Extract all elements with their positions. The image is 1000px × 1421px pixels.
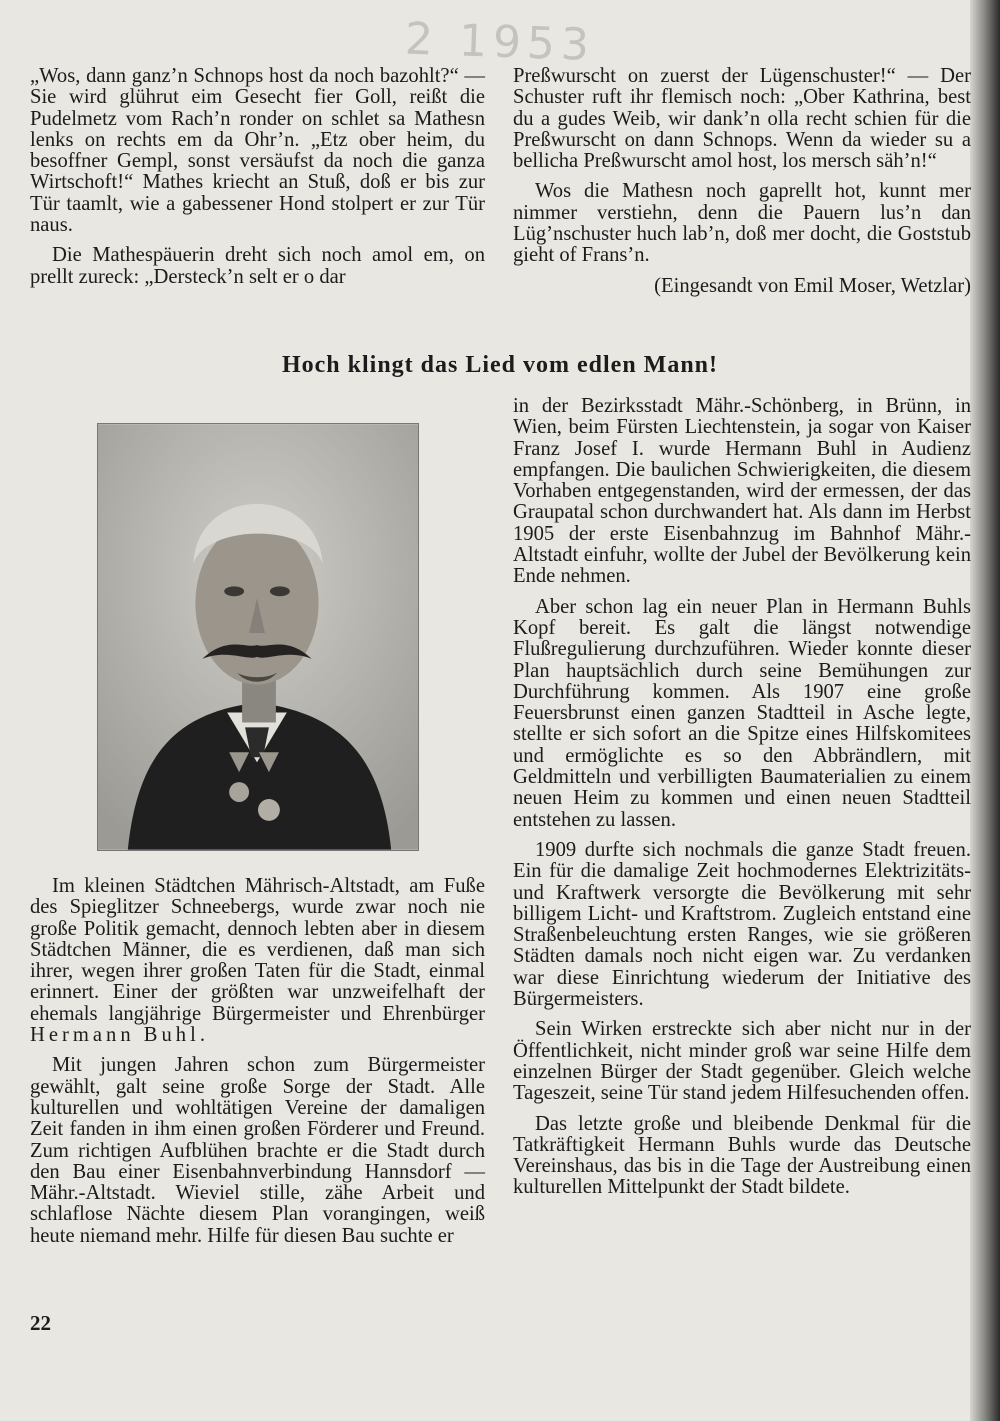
paragraph: Sein Wirken erstreckte sich aber nicht nur in der Öffentlichkeit, nicht minder groß war seine Hilfe dem einzelnen Bürger der Stadt gegenüber. Gleich welche Tageszeit, seine Tür stand jedem Hilfesuchenden offen. [513,1018,971,1105]
portrait-image [98,424,418,850]
paragraph: Mit jungen Jahren schon zum Bürgermeister gewählt, galt seine große Sorge der Stadt. Alle kulturellen und wohltätigen Vereine der damaligen Zeit fanden in ihm einen großen Förderer und Freund. Zum richtigen Aufblühen brachte er die Stadt durch den Bau einer Eisenbahnverbindung Hannsdorf — Mähr.-Altstadt. Wieviel stille, zähe Arbeit und schlaflose Nächte diesem Plan vorangingen, weiß heute niemand mehr. Hilfe für diesen Bau suchte er [30,1054,485,1247]
paragraph-intro [30,876,485,1046]
page-binding-shadow [970,0,1000,1421]
paragraph: in der Bezirksstadt Mähr.-Schönberg, in Brünn, in Wien, beim Fürsten Liechtenstein, ja sogar von Kaiser Franz Josef I. wurde Hermann Buhl in Audienz empfangen. Die baulichen Schwierigkeiten, die diesem Vorhaben entgegenstanden, wird der ermessen, der das Graupatal schon durchwandert hat. Als dann im Herbst 1905 der erste Eisenbahnzug im Bahnhof Mähr.-Altstadt einfuhr, wollte der Jubel der Bevölkerung kein Ende nehmen. [513,395,971,588]
previous-story-left-column [30,66,485,297]
archive-stamp: 2 1953 [404,13,596,72]
article-left-column [30,876,485,1256]
intro-text: Im kleinen Städtchen Mährisch-Altstadt, am Fuße des Spieglitzer Schneebergs, wurde zwar noch nie große Politik gemacht, dennoch lebten aber in diesem Städtchen Männer, die es verdienen, daß man sich ihrer, wegen ihrer großen Taten für die Stadt, einmal erinnert. Einer der größten war unzweifelhaft der ehemals langjährige Bürgermeister und Ehrenbürger [30,875,485,1025]
paragraph: Aber schon lag ein neuer Plan in Hermann Buhls Kopf bereit. Es galt die längst notwendige Flußregulierung durchzuführen. Wieder konnte dieser Plan hauptsächlich durch seine Bemühungen zur Durchführung kommen. Als 1907 eine große Feuersbrunst einen ganzen Stadtteil in Asche legte, stellte er sich sofort an die Spitze eines Hilfskomitees und ermöglichte es so den Abbrändlern, mit Geldmitteln und verbilligten Baumaterialien zu einem neuen Heim zu kommen und einen neuen Stadtteil entstehen zu lassen. [513,595,971,831]
signature: (Eingesandt von Emil Moser, Wetzlar) [654,274,971,297]
paragraph: Wos die Mathesn noch gaprellt hot, kunnt mer nimmer verstiehn, denn die Pauern lus’n dan Lüg’nschuster huch lab’n, doß mer docht, die Goststub gieht of Frans’n. [513,180,971,267]
paragraph: Die Mathespäuerin dreht sich noch amol em, on prellt zureck: „Dersteck’n selt er o dar [30,244,485,288]
paragraph: „Wos, dann ganz’n Schnops host da noch bazohlt?“ — Sie wird glührut eim Gesecht fier Goll, reißt die Pudelmetz vom Rach’n ronder on schlet sa Mathesn lenks on rechts em da Ohr’n. „Etz ober heim, du besoffner Gempl, sonst versäufst da noch die ganza Wirtschoft!“ Mathes kriecht an Stuß, doß er bis zur Tür taamlt, wie a gabessener Hond stolpert er zur Tür naus. [30,65,485,237]
paragraph: Preßwurscht on zuerst der Lügenschuster!“ — Der Schuster ruft ihr flemisch noch: „Ober Kathrina, best du a gudes Weib, wir dank’n olla recht schien für die Preßwurscht on dann Schnops. Wenn da wieder su a bellicha Preßwurscht amol host, los mersch säh’n!“ [513,65,971,173]
paragraph: Das letzte große und bleibende Denkmal für die Tatkräftigkeit Hermann Buhls wurde das Deutsche Vereinshaus, das bis in die Tage der Austreibung einen kulturellen Mittelpunkt der Stadt bildete. [513,1112,971,1199]
article-right-column [513,396,971,1208]
paragraph: 1909 durfte sich nochmals die ganze Stadt freuen. Ein für die damalige Zeit hochmodernes Elektrizitäts- und Kraftwerk versorgte die Bevölkerung mit sehr billigem Licht- und Kraftstrom. Zugleich entstand eine Straßenbeleuchtung ersten Ranges, wie sie größeren Städten damals noch nicht eigen war. Zu verdanken war diese Einrichtung wiederum der Initiative des Bürgermeisters. [513,838,971,1011]
article-headline: Hoch klingt das Lied vom edlen Mann! [281,352,719,378]
page-number: 22 [30,1311,51,1335]
previous-story-right-column [513,66,971,306]
portrait-photo [97,423,419,851]
person-name: Hermann Buhl. [30,1024,209,1047]
